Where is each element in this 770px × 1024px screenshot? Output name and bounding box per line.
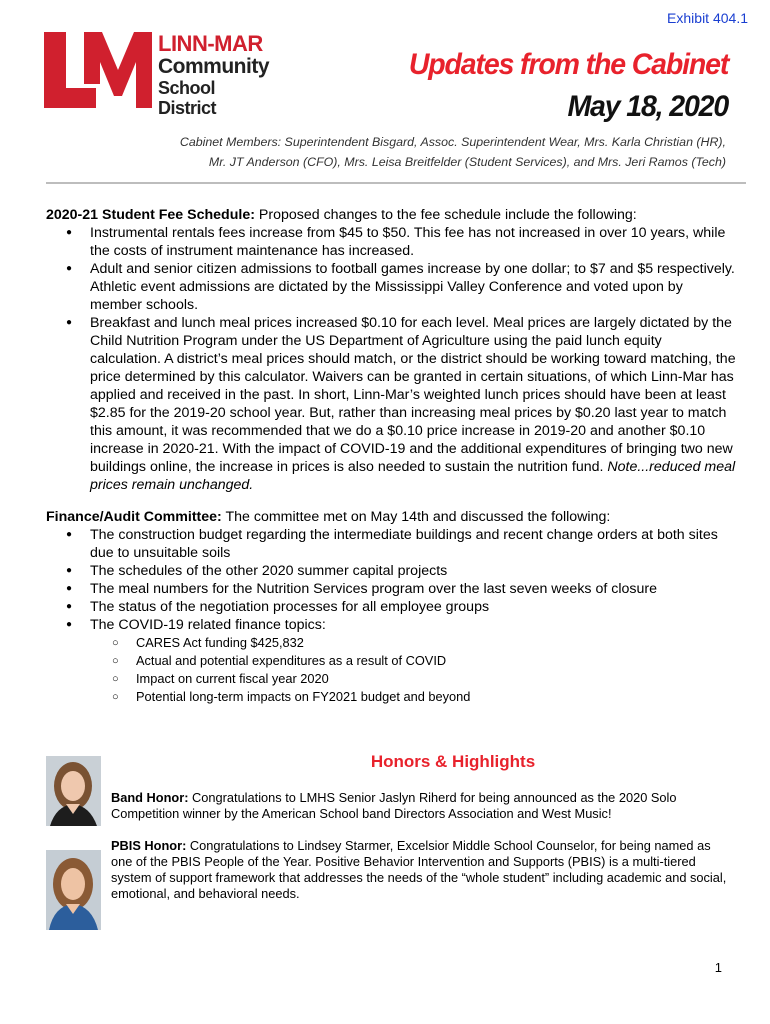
counselor-photo <box>46 850 101 930</box>
portrait-image <box>46 850 101 930</box>
covid-topics-label: The COVID-19 related finance topics: <box>90 617 326 633</box>
list-item: ● The schedules of the other 2020 summer capital projects <box>90 562 736 580</box>
main-content <box>46 206 736 706</box>
covid-sub-list <box>90 634 736 706</box>
list-item <box>90 314 736 494</box>
page-number: 1 <box>714 960 722 975</box>
fee-section-heading: 2020-21 Student Fee Schedule: <box>46 207 255 223</box>
list-item <box>90 616 736 706</box>
exhibit-label: Exhibit 404.1 <box>667 10 748 26</box>
meal-price-text: Breakfast and lunch meal prices increased $0.10 for each level. Meal prices are largely dictated by the Child Nutrition Program under the US Department of Agriculture using the paid lunch equity calculation. A district’s meal prices should match, or the district should be working toward matching, the price determined by this calculator. Waivers can be granted in certain situations, of which Linn-Mar has applied and received in the past. In short, Linn-Mar’s weighted lunch prices should have been at least $2.85 for the 2019-20 school year. But, rather than increasing meal prices by $0.20 last year to match this amount, it was recommended that we do a $0.10 price increase in 2019-20 and another $0.10 increase in 2020-21. With the impact of COVID-19 and the additional expenditures of bringing two new buildings online, the increase in prices is also needed to sustain the nutrition fund. <box>90 315 736 475</box>
band-honor-text: Congratulations to LMHS Senior Jaslyn Riherd for being announced as the 2020 Solo Competition winner by the American School band Directors Association and West Music! <box>111 790 677 821</box>
lm-logo-mark <box>44 32 154 110</box>
page-title: Updates from the Cabinet <box>408 48 728 81</box>
cabinet-members <box>180 132 726 172</box>
logo-line-2: Community <box>158 55 269 78</box>
logo-line-1: LINN-MAR <box>158 31 263 56</box>
student-photo <box>46 756 101 826</box>
cabinet-members-line-2: Mr. JT Anderson (CFO), Mrs. Leisa Breitfelder (Student Services), and Mrs. Jeri Ramos (Tech) <box>208 155 726 169</box>
honors-title: Honors & Highlights <box>370 752 536 771</box>
list-item: ● Adult and senior citizen admissions to football games increase by one dollar; to $7 and $5 respectively. Athletic event admissions are dictated by the Mississippi Valley Conference and voted upon by member schools. <box>90 260 736 314</box>
page-date: May 18, 2020 <box>567 90 728 123</box>
sub-list-item: ○ Potential long-term impacts on FY2021 budget and beyond <box>136 688 736 706</box>
band-honor <box>111 790 731 822</box>
logo-wordmark <box>158 32 274 118</box>
sub-list-item: ○ Actual and potential expenditures as a result of COVID <box>136 652 736 670</box>
meal-price-note: Note...reduced meal prices remain unchanged. <box>90 459 736 493</box>
band-honor-heading: Band Honor: <box>111 790 189 805</box>
fee-section-header <box>46 206 736 224</box>
sub-list-item: ○ Impact on current fiscal year 2020 <box>136 670 736 688</box>
pbis-honor <box>111 838 731 902</box>
finance-bullet-list <box>46 526 736 706</box>
pbis-honor-text: Congratulations to Lindsey Starmer, Excelsior Middle School Counselor, for being named as one of the PBIS People of the Year. Positive Behavior Intervention and Supports (PBIS) is a multi-tiered system of support framework that addresses the needs of the “whole student” including academic and social, emotional, and behavioral needs. <box>111 838 727 901</box>
pbis-honor-heading: PBIS Honor: <box>111 838 187 853</box>
portrait-image <box>46 756 101 826</box>
finance-section-header <box>46 508 736 526</box>
logo-line-3: School District <box>158 78 217 118</box>
cabinet-members-line-1: Cabinet Members: Superintendent Bisgard, Assoc. Superintendent Wear, Mrs. Karla Christian (HR), <box>179 135 726 149</box>
list-item: ● The status of the negotiation processes for all employee groups <box>90 598 736 616</box>
finance-section-intro: The committee met on May 14th and discussed the following: <box>221 509 611 525</box>
fee-section-intro: Proposed changes to the fee schedule include the following: <box>254 207 637 223</box>
district-logo <box>44 31 274 118</box>
finance-section-heading: Finance/Audit Committee: <box>46 509 222 525</box>
header-divider <box>46 182 746 184</box>
sub-list-item: ○ CARES Act funding $425,832 <box>136 634 736 652</box>
fee-bullet-list <box>46 224 736 494</box>
list-item: ● Instrumental rentals fees increase from $45 to $50. This fee has not increased in over 10 years, while the costs of instrument maintenance has increased. <box>90 224 736 260</box>
list-item: ● The meal numbers for the Nutrition Services program over the last seven weeks of closure <box>90 580 736 598</box>
list-item: ● The construction budget regarding the intermediate buildings and recent change orders at both sites due to unsuitable soils <box>90 526 736 562</box>
